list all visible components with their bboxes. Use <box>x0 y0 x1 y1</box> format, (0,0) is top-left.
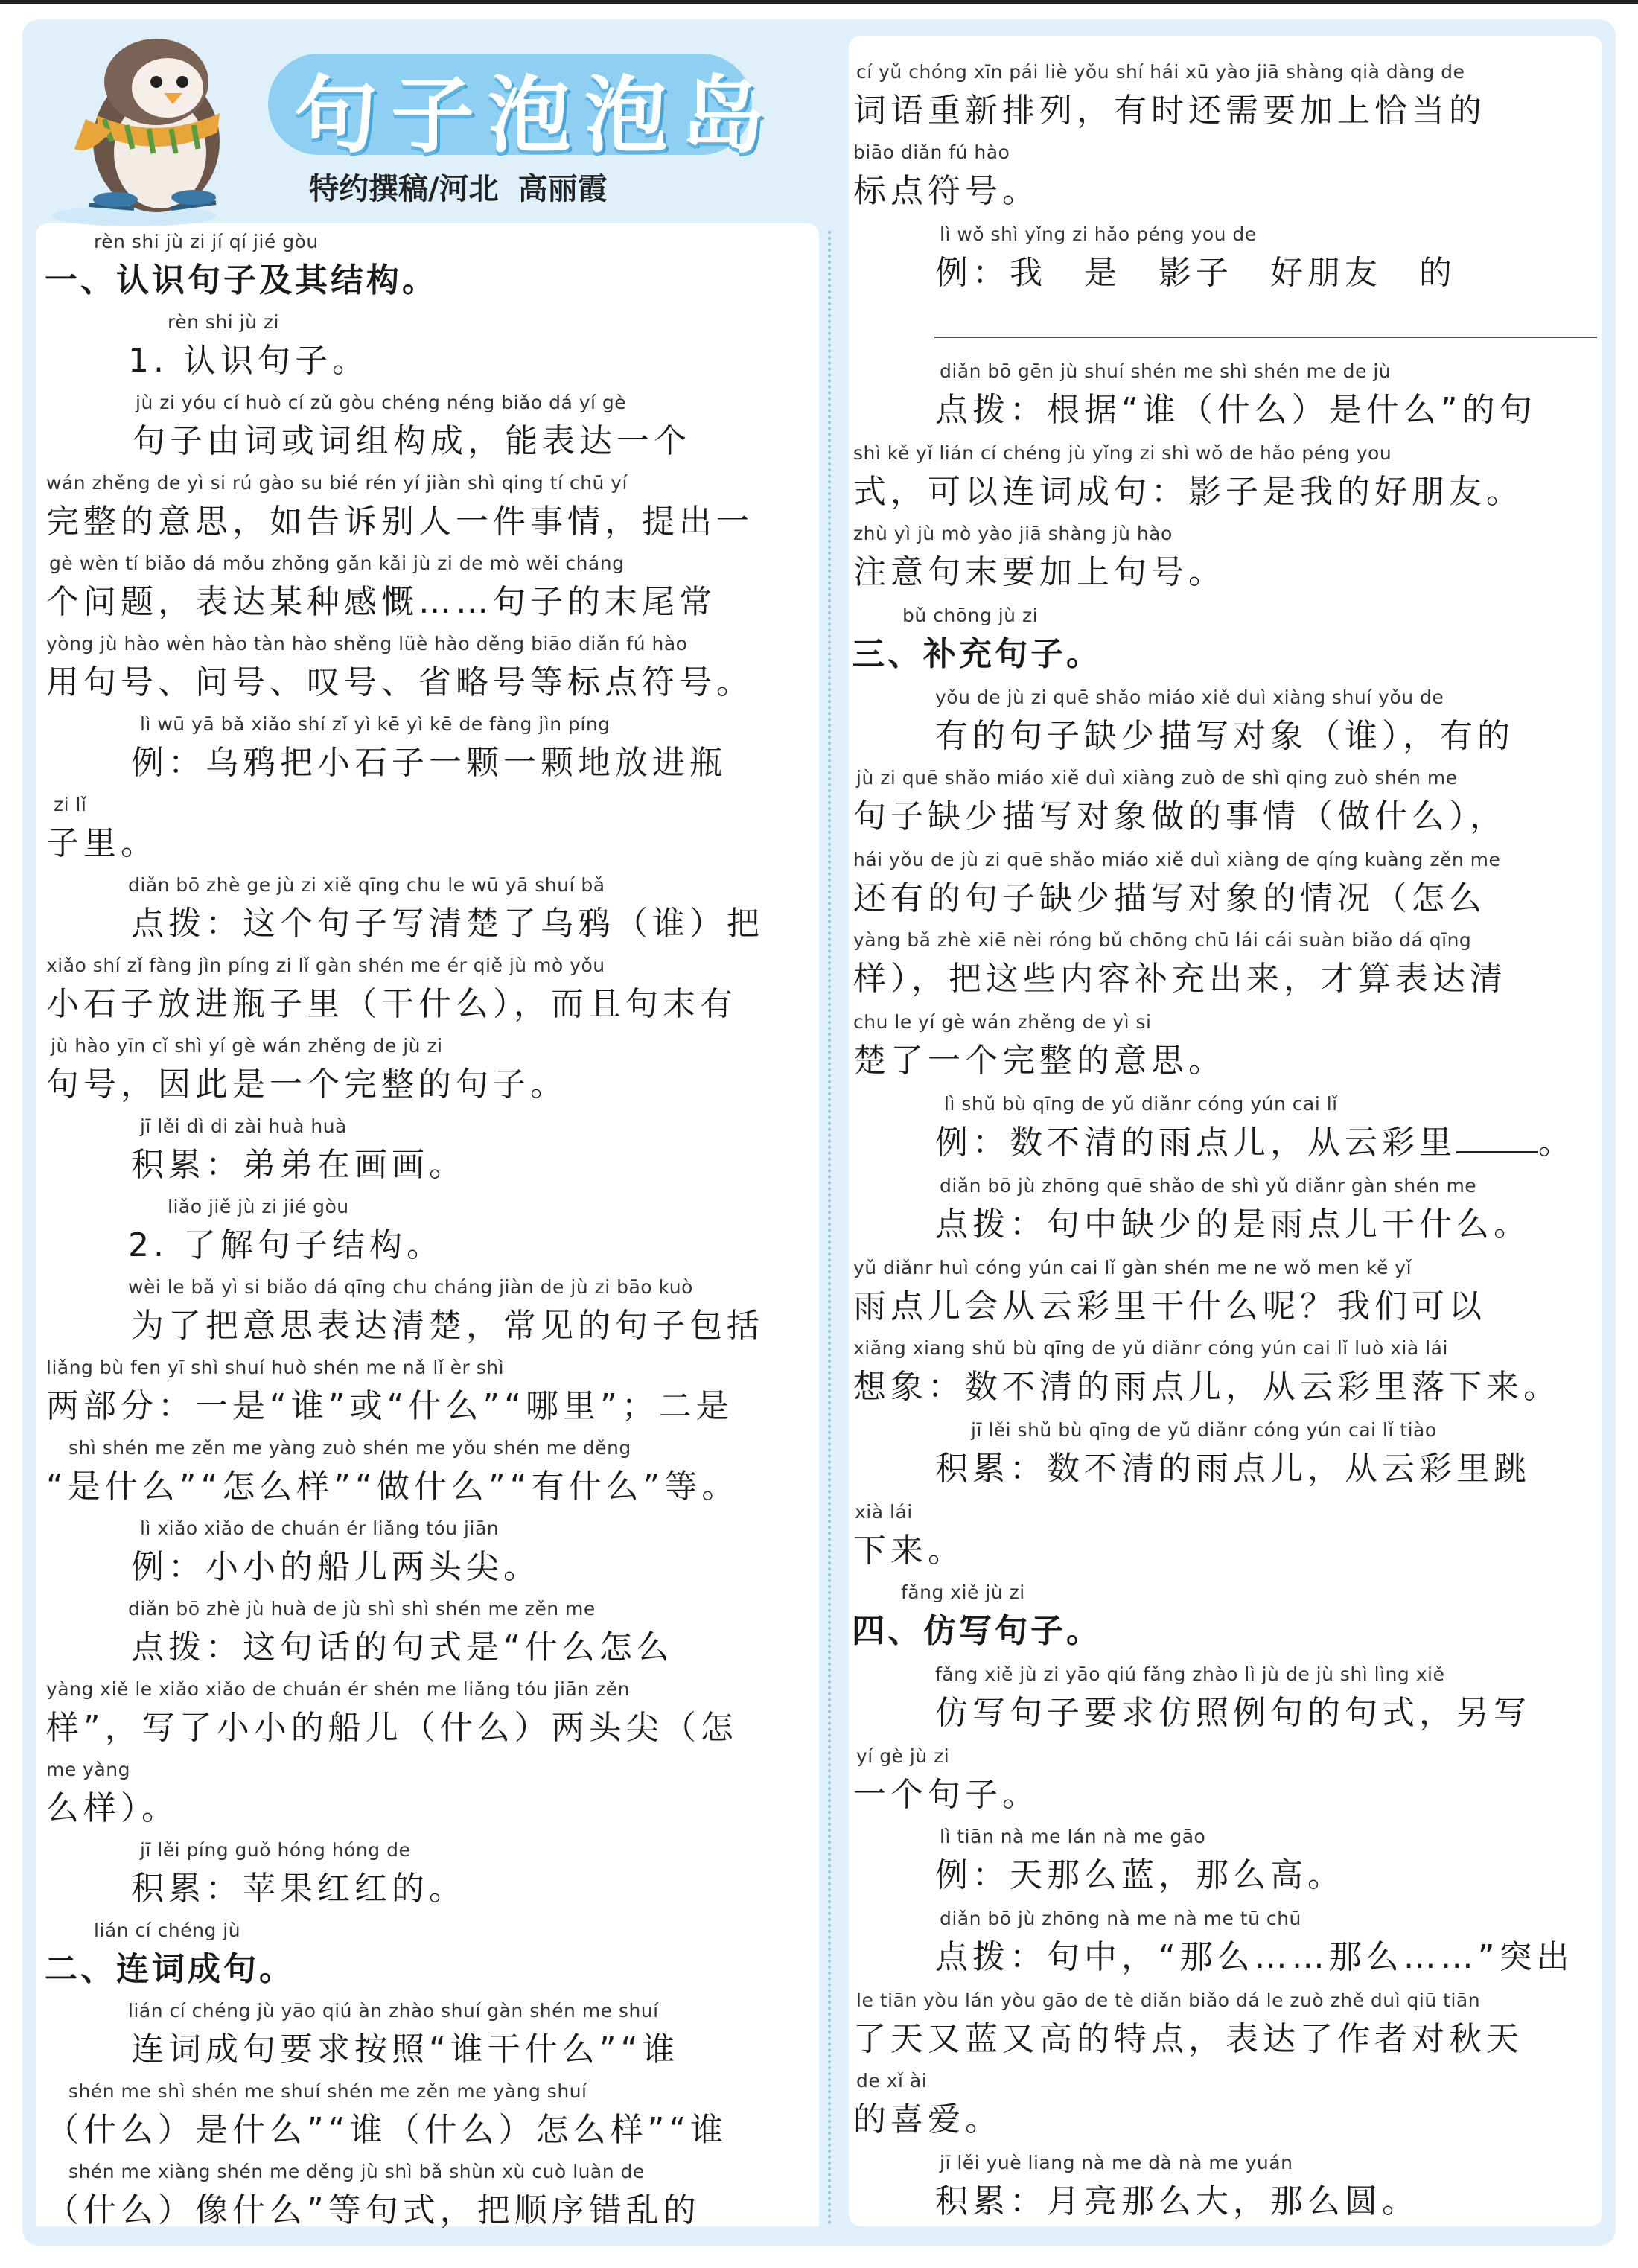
pinyin-line: rèn shi jù zi jí qí jié gòu <box>94 231 319 252</box>
text-line: 用句号、问号、叹号、省略号等标点符号。 <box>46 663 753 701</box>
pinyin-line: jī lěi shǔ bù qīng de yǔ diǎnr cóng yún cai lǐ tiào <box>971 1419 1437 1441</box>
pinyin-line: lì wū yā bǎ xiǎo shí zǐ yì kē yì kē de fàng jìn píng <box>140 713 611 735</box>
pinyin-line: lì shǔ bù qīng de yǔ diǎnr cóng yún cai lǐ <box>944 1093 1338 1115</box>
example-line: 例：数不清的雨点儿，从云彩里 。 <box>935 1124 1575 1162</box>
text-line: 样），把这些内容补充出来，才算表达清 <box>853 960 1507 998</box>
pinyin-line: diǎn bō jù zhōng quē shǎo de shì yǔ diǎnr gàn shén me <box>940 1175 1477 1197</box>
pinyin-line: shén me xiàng shén me děng jù shì bǎ shùn xù cuò luàn de <box>68 2161 645 2182</box>
text-line: 标点符号。 <box>853 172 1039 210</box>
accumulate-line: 积累：月亮那么大，那么圆。 <box>935 2182 1419 2220</box>
byline <box>309 165 608 208</box>
pinyin-line: liǎng bù fen yī shì shuí huò shén me nǎ lǐ èr shì <box>46 1357 505 1378</box>
pinyin-line: le tiān yòu lán yòu gāo de tè diǎn biǎo dá le zuò zhě duì qiū tiān <box>856 1990 1481 2011</box>
subsection-heading: 1. 认识句子。 <box>128 342 369 380</box>
text-line: 连词成句要求按照“谁干什么”“谁 <box>131 2030 680 2068</box>
pinyin-line: bǔ chōng jù zi <box>902 605 1039 626</box>
pinyin-line: gè wèn tí biǎo dá mǒu zhǒng gǎn kǎi jù zi de mò wěi cháng <box>49 552 625 574</box>
pinyin-line: me yàng <box>46 1759 131 1780</box>
text-line: 一个句子。 <box>853 1776 1039 1814</box>
text-line: 么样）。 <box>46 1789 179 1827</box>
pinyin-line: lì tiān nà me lán nà me gāo <box>940 1826 1206 1847</box>
pinyin-line: shén me shì shén me shuí shén me zěn me yàng shuí <box>68 2080 587 2102</box>
pinyin-line: wèi le bǎ yì si biǎo dá qīng chu cháng jiàn de jù zi bāo kuò <box>128 1276 693 1298</box>
text-line: （什么）像什么”等句式，把顺序错乱的 <box>46 2191 701 2229</box>
byline-source: 特约撰稿/河北 <box>309 172 499 206</box>
pinyin-line: de xǐ ài <box>856 2070 928 2092</box>
text-line: 句子缺少描写对象做的事情（做什么）， <box>853 797 1507 835</box>
pinyin-line: zhù yì jù mò yào jiā shàng jù hào <box>853 523 1173 544</box>
pinyin-line: jī lěi píng guǒ hóng hóng de <box>140 1839 411 1861</box>
pinyin-line: yǔ diǎnr huì cóng yún cai lǐ gàn shén me ne wǒ men kě yǐ <box>853 1257 1412 1278</box>
text-line: 样”，写了小小的船儿（什么）两头尖（怎 <box>46 1709 738 1747</box>
example-line: 例：小小的船儿两头尖。 <box>131 1548 541 1586</box>
pinyin-line: lì xiǎo xiǎo de chuán ér liǎng tóu jiān <box>140 1517 500 1539</box>
hint-line: 点拨：句中，“那么……那么……”突出 <box>935 1938 1574 1976</box>
pinyin-line: diǎn bō zhè jù huà de jù shì shì shén me zěn me <box>128 1598 596 1619</box>
text-line: 句号，因此是一个完整的句子。 <box>46 1065 567 1103</box>
fill-blank[interactable] <box>1456 1129 1538 1153</box>
pinyin-line: yǒu de jù zi quē shǎo miáo xiě duì xiàng shuí yǒu de <box>935 687 1444 708</box>
pinyin-line: yàng bǎ zhè xiē nèi róng bǔ chōng chū lái cái suàn biǎo dá qīng <box>853 929 1472 951</box>
text-line: 小石子放进瓶子里（干什么），而且句末有 <box>46 985 737 1023</box>
text-line: 式，可以连词成句：影子是我的好朋友。 <box>853 473 1523 511</box>
text-line: 还有的句子缺少描写对象的情况（怎么 <box>853 879 1486 917</box>
hint-line: 点拨：根据“谁（什么）是什么”的句 <box>935 391 1537 429</box>
pinyin-line: yàng xiě le xiǎo xiǎo de chuán ér shén me liǎng tóu jiān zěn <box>46 1678 630 1700</box>
pinyin-line: zi lǐ <box>54 794 87 815</box>
section-heading: 四、仿写句子。 <box>852 1612 1102 1650</box>
pinyin-line: lì wǒ shì yǐng zi hǎo péng you de <box>940 223 1257 245</box>
pinyin-line: diǎn bō jù zhōng nà me nà me tū chū <box>940 1908 1301 1929</box>
pinyin-line: yí gè jù zi <box>856 1745 950 1767</box>
pinyin-line: xiǎo shí zǐ fàng jìn píng zi lǐ gàn shén me ér qiě jù mò yǒu <box>46 955 605 976</box>
text-line: 下来。 <box>853 1532 965 1570</box>
pinyin-line: yòng jù hào wèn hào tàn hào shěng lüè hào děng biāo diǎn fú hào <box>46 633 688 654</box>
text-line: 有的句子缺少描写对象（谁），有的 <box>935 717 1514 755</box>
pinyin-line: lián cí chéng jù <box>94 1920 241 1941</box>
subsection-heading: 2. 了解句子结构。 <box>128 1226 444 1264</box>
example-line: 例：天那么蓝，那么高。 <box>935 1856 1345 1894</box>
section-heading: 二、连词成句。 <box>45 1950 295 1988</box>
text-line: 了天又蓝又高的特点，表达了作者对秋天 <box>853 2020 1523 2058</box>
text-line: 完整的意思，如告诉别人一件事情，提出一 <box>46 503 753 541</box>
text-line: 句子由词或词组构成，能表达一个 <box>133 422 691 460</box>
pinyin-line: liǎo jiě jù zi jié gòu <box>168 1196 349 1217</box>
penguin-mascot-icon <box>45 30 268 231</box>
text-line: 仿写句子要求仿照例句的句式，另写 <box>935 1694 1531 1732</box>
text-line: “是什么”“怎么样”“做什么”“有什么”等。 <box>46 1468 739 1506</box>
text-line: 注意句末要加上句号。 <box>853 553 1226 591</box>
pinyin-line: chu le yí gè wán zhěng de yì si <box>853 1011 1152 1033</box>
pinyin-line: fǎng xiě jù zi <box>901 1581 1025 1603</box>
pinyin-line: jī lěi yuè liang nà me dà nà me yuán <box>940 2152 1293 2173</box>
pinyin-line: diǎn bō gēn jù shuí shén me shì shén me de jù <box>940 360 1392 382</box>
hint-line: 点拨：这句话的句式是“什么怎么 <box>131 1628 674 1666</box>
column-divider <box>828 231 831 2226</box>
hint-line: 点拨：句中缺少的是雨点儿干什么。 <box>935 1205 1531 1243</box>
example-text: 例：数不清的雨点儿，从云彩里 <box>935 1124 1456 1162</box>
text-line: 个问题，表达某种感慨……句子的末尾常 <box>46 583 716 621</box>
pinyin-line: fǎng xiě jù zi yāo qiú fǎng zhào lì jù de jù shì lìng xiě <box>935 1663 1445 1685</box>
accumulate-line: 积累：弟弟在画画。 <box>131 1146 466 1184</box>
section-heading: 三、补充句子。 <box>852 635 1102 673</box>
pinyin-line: shì kě yǐ lián cí chéng jù yǐng zi shì wǒ de hǎo péng you <box>853 442 1392 464</box>
page-title: 句子泡泡岛 <box>294 68 778 165</box>
pinyin-line: jù zi quē shǎo miáo xiě duì xiàng zuò de shì qing zuò shén me <box>856 767 1458 789</box>
pinyin-line: diǎn bō zhè ge jù zi xiě qīng chu le wū yā shuí bǎ <box>128 874 605 896</box>
section-heading: 一、认识句子及其结构。 <box>45 261 438 299</box>
accumulate-line: 积累：苹果红红的。 <box>131 1870 466 1908</box>
pinyin-line: cí yǔ chóng xīn pái liè yǒu shí hái xū yào jiā shàng qià dàng de <box>856 61 1465 83</box>
pinyin-line: jù hào yīn cǐ shì yí gè wán zhěng de jù zi <box>51 1035 443 1057</box>
hint-line: 点拨：这个句子写清楚了乌鸦（谁）把 <box>131 905 764 943</box>
example-line: 例：乌鸦把小石子一颗一颗地放进瓶 <box>131 744 727 782</box>
text-line: 为了把意思表达清楚，常见的句子包括 <box>131 1307 764 1345</box>
pinyin-line: xià lái <box>855 1501 913 1523</box>
pinyin-line: biāo diǎn fú hào <box>853 141 1010 163</box>
text-line: 词语重新排列，有时还需要加上恰当的 <box>853 92 1486 130</box>
text-line: 雨点儿会从云彩里干什么呢？我们可以 <box>853 1287 1486 1325</box>
example-line: 例：我 是 影子 好朋友 的 <box>935 254 1456 292</box>
text-line: 两部分：一是“谁”或“什么”“哪里”；二是 <box>46 1387 733 1425</box>
text-line: （什么）是什么”“谁（什么）怎么样”“谁 <box>46 2111 728 2149</box>
byline-author: 高丽霞 <box>517 172 608 206</box>
text-line: 子里。 <box>46 824 158 862</box>
pinyin-line: hái yǒu de jù zi quē shǎo miáo xiě duì xiàng de qíng kuàng zěn me <box>853 849 1501 870</box>
pinyin-line: lián cí chéng jù yāo qiú àn zhào shuí gàn shén me shuí <box>128 2000 659 2022</box>
pinyin-line: rèn shi jù zi <box>168 311 279 333</box>
accumulate-line: 积累：数不清的雨点儿，从云彩里跳 <box>935 1450 1531 1488</box>
pinyin-line: xiǎng xiang shǔ bù qīng de yǔ diǎnr cóng yún cai lǐ luò xià lái <box>853 1337 1448 1359</box>
pinyin-line: jī lěi dì di zài huà huà <box>140 1115 347 1137</box>
answer-blank-line <box>934 337 1597 338</box>
text-line: 的喜爱。 <box>853 2100 1002 2138</box>
pinyin-line: shì shén me zěn me yàng zuò shén me yǒu shén me děng <box>68 1437 631 1459</box>
text-line: 想象：数不清的雨点儿，从云彩里落下来。 <box>853 1368 1561 1406</box>
text-line: 楚了一个完整的意思。 <box>853 1042 1226 1080</box>
pinyin-line: jù zi yóu cí huò cí zǔ gòu chéng néng biǎo dá yí gè <box>136 392 627 413</box>
pinyin-line: wán zhěng de yì si rú gào su bié rén yí jiàn shì qing tí chū yí <box>46 472 628 494</box>
top-rule <box>0 0 1638 4</box>
